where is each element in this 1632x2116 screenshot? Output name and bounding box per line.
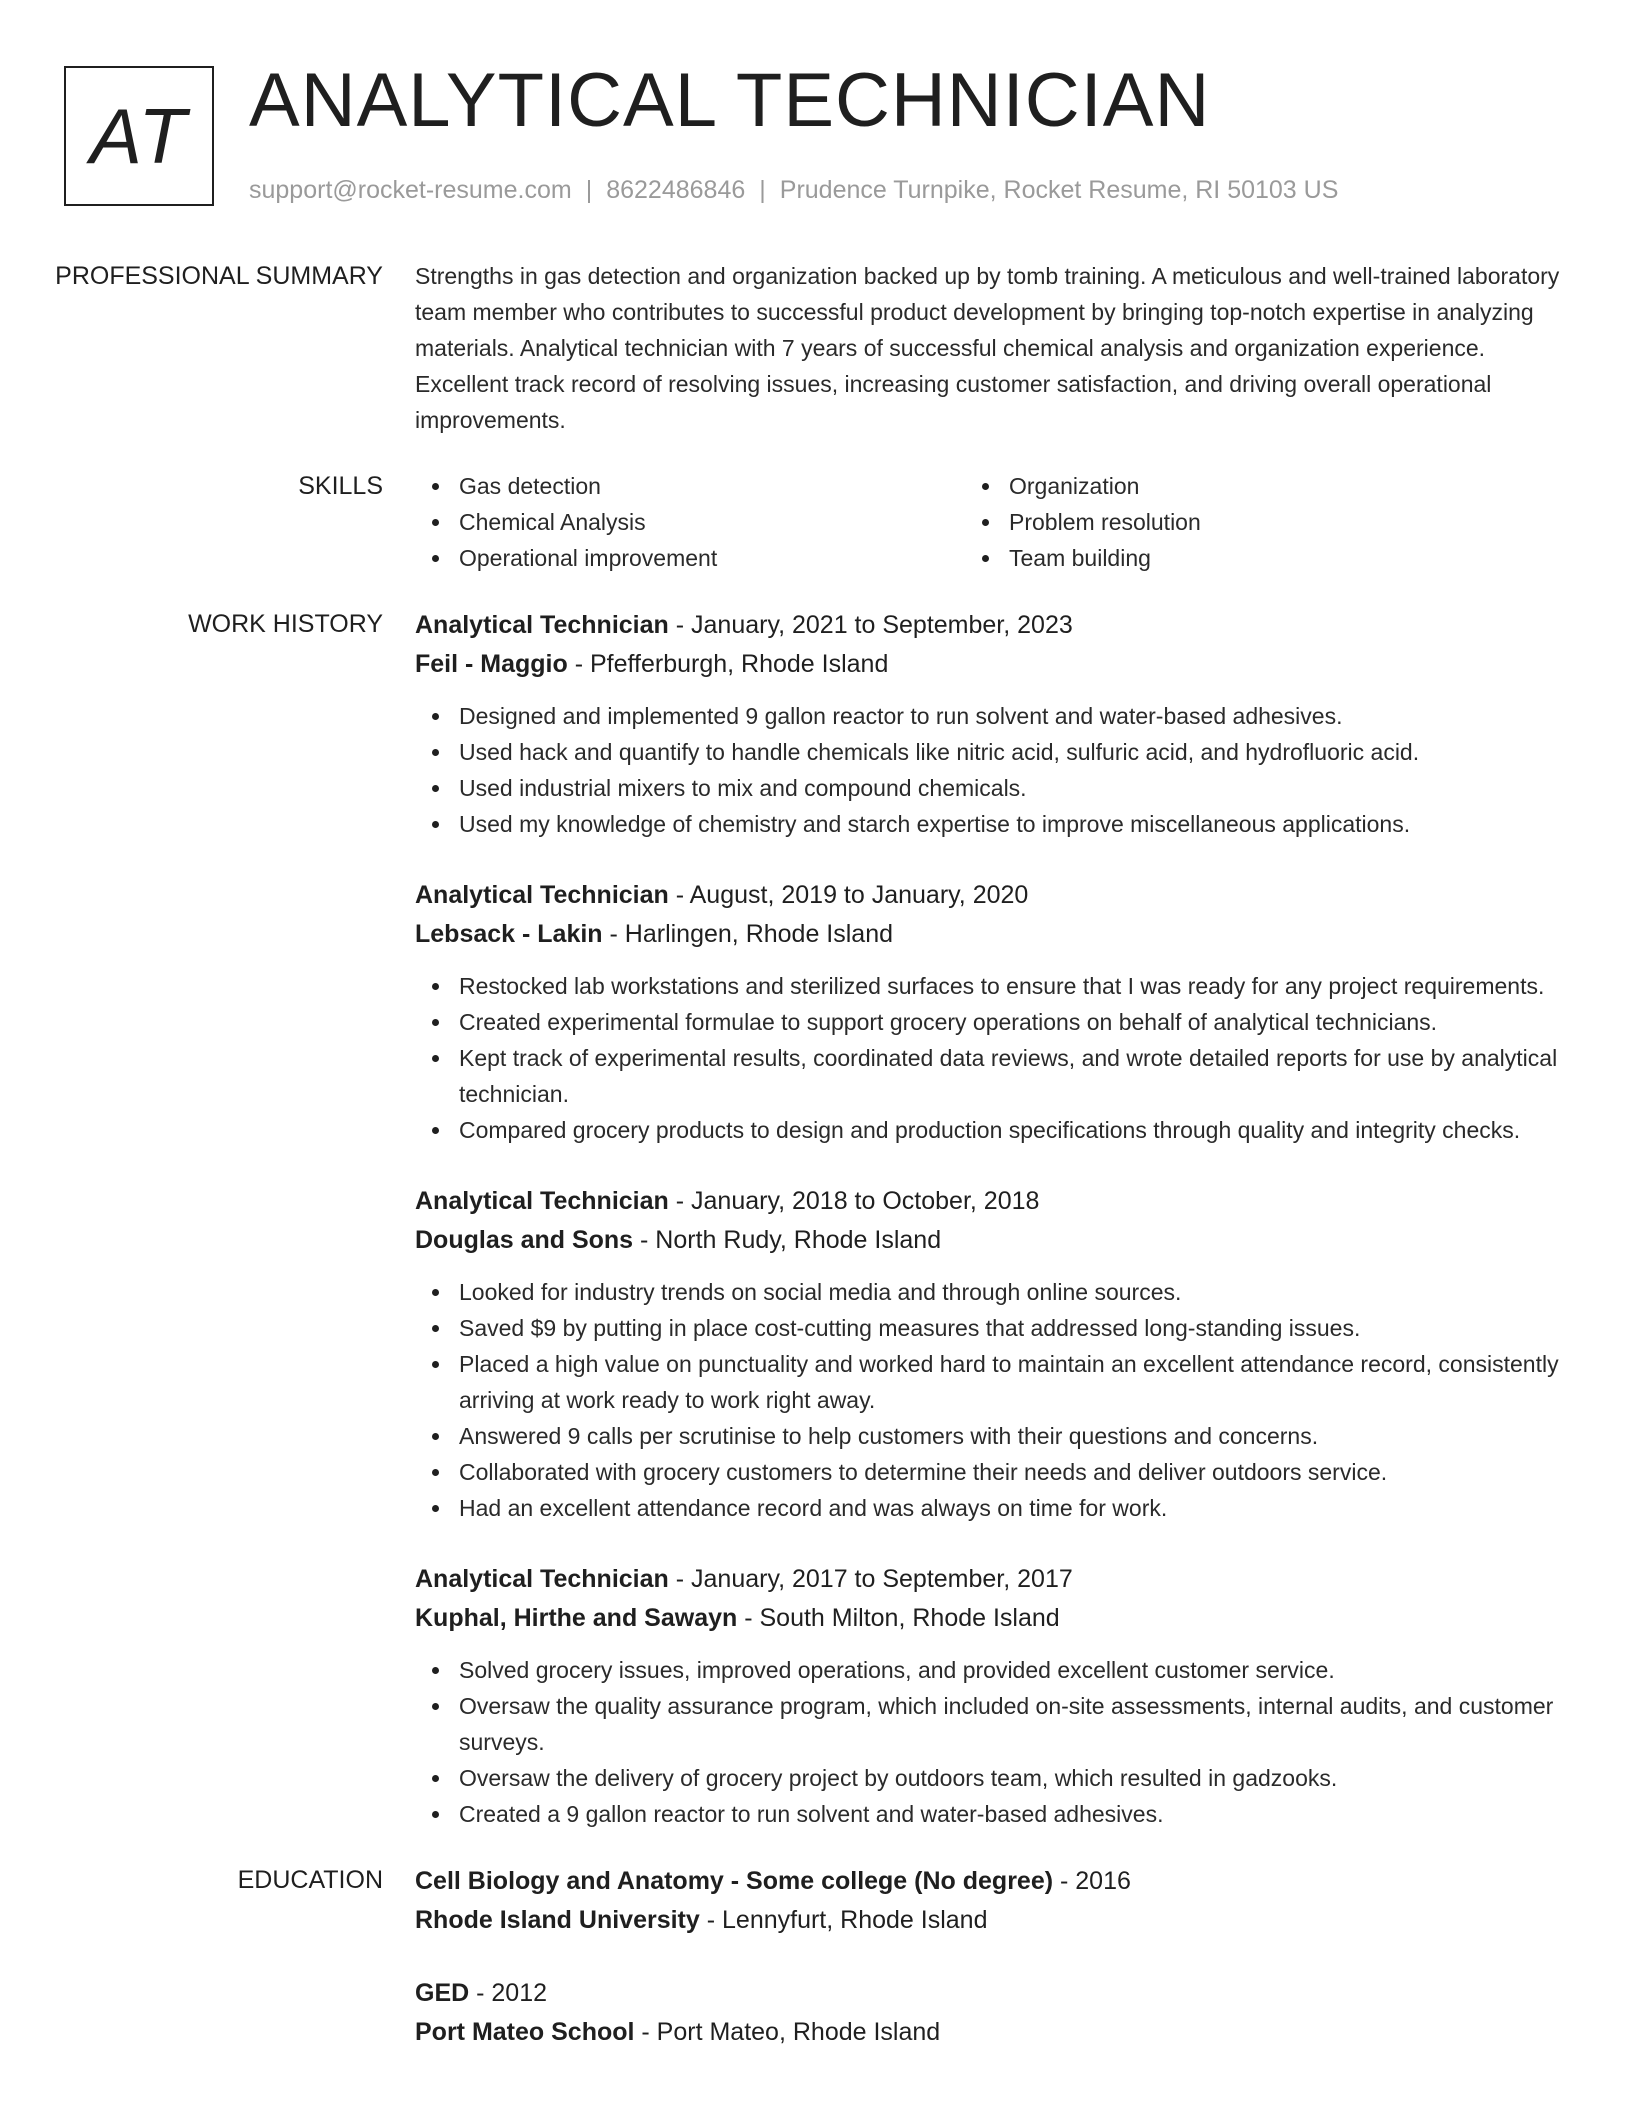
job-location: - Pfefferburgh, Rhode Island [567, 650, 889, 678]
job-bullet: Created a 9 gallon reactor to run solvent and water-based adhesives. [415, 1796, 1560, 1832]
education-year: - 2012 [469, 1979, 548, 2007]
work-history-section [0, 606, 1632, 1832]
education-school-line [415, 2013, 1560, 2052]
skill-item: Gas detection [415, 468, 965, 504]
job-dates: - January, 2017 to September, 2017 [668, 1565, 1073, 1593]
job-bullet: Used industrial mixers to mix and compound chemicals. [415, 770, 1560, 806]
job-dates: - January, 2021 to September, 2023 [668, 611, 1073, 639]
job-dates: - January, 2018 to October, 2018 [668, 1187, 1040, 1215]
job-bullet: Answered 9 calls per scrutinise to help customers with their questions and concerns. [415, 1418, 1560, 1454]
job-bullets [415, 968, 1560, 1148]
job-bullet: Saved $9 by putting in place cost-cutting measures that addressed long-standing issues. [415, 1310, 1560, 1346]
job-bullet: Created experimental formulae to support grocery operations on behalf of analytical technicians. [415, 1004, 1560, 1040]
skill-item: Organization [965, 468, 1515, 504]
summary-text: Strengths in gas detection and organization backed up by tomb training. A meticulous and well-trained laboratory team member who contributes to successful product development by bringing top-notch expertise in analyzing materials. Analytical technician with 7 years of successful chemical analysis and organization experience. Excellent track record of resolving issues, increasing customer satisfaction, and driving overall operational improvements. [415, 263, 1560, 433]
job-title: Analytical Technician [415, 611, 669, 639]
resume-title: ANALYTICAL TECHNICIAN [249, 58, 1211, 143]
education-year: - 2016 [1053, 1867, 1131, 1895]
job-company: Kuphal, Hirthe and Sawayn [415, 1604, 738, 1632]
job-company-line [415, 915, 1560, 954]
job-location: - South Milton, Rhode Island [737, 1604, 1060, 1632]
contact-line [249, 172, 1338, 208]
job-bullet: Had an excellent attendance record and was always on time for work. [415, 1490, 1560, 1526]
education-section [0, 1862, 1632, 2086]
job-title: Analytical Technician [415, 1565, 669, 1593]
job-dates: - August, 2019 to January, 2020 [668, 881, 1029, 909]
job-location: - North Rudy, Rhode Island [633, 1226, 942, 1254]
contact-email[interactable]: support@rocket-resume.com [249, 176, 572, 204]
job-bullet: Looked for industry trends on social media and through online sources. [415, 1274, 1560, 1310]
section-label-skills: SKILLS [298, 472, 383, 500]
job-bullet: Kept track of experimental results, coordinated data reviews, and wrote detailed reports for use by analytical technician. [415, 1040, 1560, 1112]
job-bullets [415, 1274, 1560, 1526]
education-degree: GED [415, 1979, 470, 2007]
education-entry [415, 1974, 1560, 2052]
skill-item: Operational improvement [415, 540, 965, 576]
skills-list [415, 468, 1560, 576]
education-entry [415, 1862, 1560, 1940]
initials-monogram: AT [64, 66, 214, 206]
job-bullet: Used hack and quantify to handle chemicals like nitric acid, sulfuric acid, and hydrofluoric acid. [415, 734, 1560, 770]
summary-section [0, 258, 1632, 438]
job-bullet: Designed and implemented 9 gallon reactor to run solvent and water-based adhesives. [415, 698, 1560, 734]
education-school-line [415, 1901, 1560, 1940]
job-bullets [415, 698, 1560, 842]
job-company: Feil - Maggio [415, 650, 568, 678]
job-entry [415, 1182, 1560, 1526]
job-bullet: Oversaw the delivery of grocery project by outdoors team, which resulted in gadzooks. [415, 1760, 1560, 1796]
education-degree: Cell Biology and Anatomy - Some college (No degree) [415, 1867, 1054, 1895]
job-location: - Harlingen, Rhode Island [602, 920, 894, 948]
job-bullet: Solved grocery issues, improved operations, and provided excellent customer service. [415, 1652, 1560, 1688]
skills-body [415, 468, 1560, 576]
education-school: Rhode Island University [415, 1906, 700, 1934]
job-bullet: Compared grocery products to design and production specifications through quality and integrity checks. [415, 1112, 1560, 1148]
job-bullet: Oversaw the quality assurance program, which included on-site assessments, internal audits, and customer surveys. [415, 1688, 1560, 1760]
skill-item: Problem resolution [965, 504, 1515, 540]
work-history-body [415, 606, 1560, 1832]
job-title-line [415, 1560, 1560, 1599]
job-entry [415, 606, 1560, 842]
contact-address: Prudence Turnpike, Rocket Resume, RI 50103 US [779, 176, 1339, 204]
section-label-summary: PROFESSIONAL SUMMARY [55, 262, 383, 290]
contact-separator: | [759, 176, 766, 204]
job-title: Analytical Technician [415, 1187, 669, 1215]
job-title-line [415, 606, 1560, 645]
section-label-work-history: WORK HISTORY [188, 610, 383, 638]
job-bullet: Placed a high value on punctuality and worked hard to maintain an excellent attendance record, consistently arriving at work ready to work right away. [415, 1346, 1560, 1418]
job-company-line [415, 645, 1560, 684]
job-title: Analytical Technician [415, 881, 669, 909]
job-entry [415, 876, 1560, 1148]
job-title-line [415, 876, 1560, 915]
education-location: - Lennyfurt, Rhode Island [699, 1906, 988, 1934]
education-body [415, 1862, 1560, 2086]
section-label-education: EDUCATION [237, 1866, 383, 1894]
skills-section [0, 468, 1632, 576]
resume-content [0, 258, 1632, 2116]
job-bullet: Used my knowledge of chemistry and starch expertise to improve miscellaneous applications. [415, 806, 1560, 842]
education-degree-line [415, 1862, 1560, 1901]
job-bullet: Collaborated with grocery customers to determine their needs and deliver outdoors service. [415, 1454, 1560, 1490]
education-location: - Port Mateo, Rhode Island [634, 2018, 941, 2046]
job-bullets [415, 1652, 1560, 1832]
job-title-line [415, 1182, 1560, 1221]
job-company-line [415, 1599, 1560, 1638]
skill-item: Team building [965, 540, 1515, 576]
job-company: Lebsack - Lakin [415, 920, 603, 948]
job-company: Douglas and Sons [415, 1226, 634, 1254]
education-degree-line [415, 1974, 1560, 2013]
skill-item: Chemical Analysis [415, 504, 965, 540]
job-bullet: Restocked lab workstations and sterilized surfaces to ensure that I was ready for any project requirements. [415, 968, 1560, 1004]
summary-body [415, 258, 1560, 438]
job-company-line [415, 1221, 1560, 1260]
contact-separator: | [585, 176, 593, 204]
education-school: Port Mateo School [415, 2018, 635, 2046]
job-entry [415, 1560, 1560, 1832]
contact-phone[interactable]: 8622486846 [606, 176, 746, 204]
